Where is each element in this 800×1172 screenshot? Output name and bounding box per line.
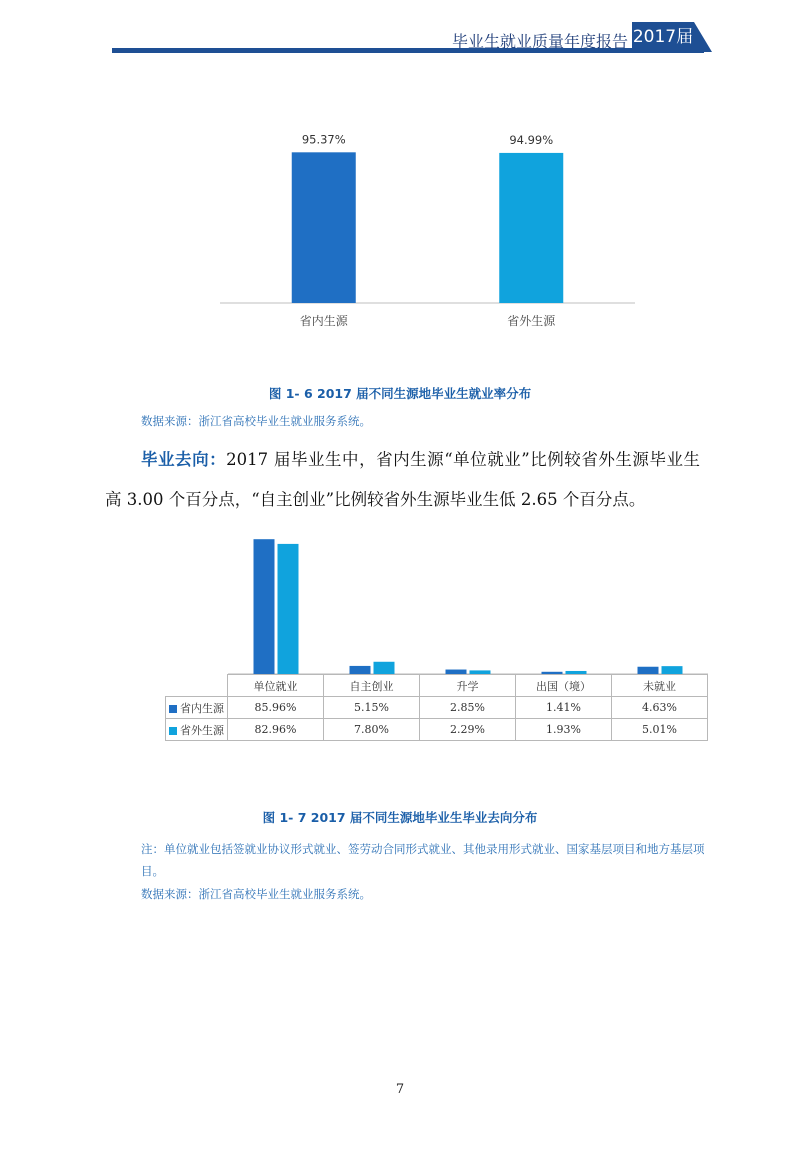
table-cell: 82.96% [228,719,324,741]
table-cell: 4.63% [612,697,708,719]
figure-1-6-source: 数据来源：浙江省高校毕业生就业服务系统。 [141,414,371,428]
legend-swatch [169,727,177,735]
figure-1-7-chart [160,530,710,745]
figure-1-7-note: 注：单位就业包括签就业协议形式就业、签劳动合同形式就业、其他录用形式就业、国家基层项目和地方基层项目。 [141,842,705,878]
bar [662,666,683,674]
table-col-header: 升学 [420,675,516,697]
table-cell: 5.15% [324,697,420,719]
page-number: 7 [395,1082,405,1097]
table-cell: 2.29% [420,719,516,741]
paragraph-lead: 毕业去向： [141,450,227,469]
table-cell: 1.41% [516,697,612,719]
table-col-header: 出国（境） [516,675,612,697]
body-paragraph [105,440,700,520]
table-header-row [166,675,708,697]
legend-label: 省内生源 [180,701,224,715]
table-cell: 5.01% [612,719,708,741]
figure-1-6-svg [220,135,635,350]
legend-label: 省外生源 [180,723,224,737]
data-label: 94.99% [509,135,554,147]
figure-1-7-source: 数据来源：浙江省高校毕业生就业服务系统。 [141,887,371,901]
table-row [166,719,708,741]
table-col-header: 未就业 [612,675,708,697]
table-cell: 1.93% [516,719,612,741]
table-col-header: 单位就业 [228,675,324,697]
data-label: 95.37% [301,135,346,147]
category-label: 省外生源 [507,314,556,328]
legend-entry-series-1 [166,697,228,719]
figure-1-6-chart [220,135,635,350]
figure-1-7-svg [160,530,710,675]
bar [638,667,659,674]
table-corner [166,675,228,697]
legend-entry-series-2 [166,719,228,741]
figure-1-7-data-table [165,674,708,741]
table-row [166,697,708,719]
header-year-badge: 2017届 [632,22,694,52]
header-triangle-decoration [694,22,712,52]
bar [292,152,356,303]
table-col-header: 自主创业 [324,675,420,697]
figure-1-6-caption: 图 1- 6 2017 届不同生源地毕业生就业率分布 [268,386,532,401]
header-title: 毕业生就业质量年度报告 [451,32,628,51]
bar [499,153,563,303]
legend-swatch [169,705,177,713]
figure-1-7-caption: 图 1- 7 2017 届不同生源地毕业生毕业去向分布 [262,810,538,825]
category-label: 省内生源 [299,314,348,328]
paragraph-text: 2017 届毕业生中，省内生源“单位就业”比例较省外生源毕业生高 3.00 个百分点，“自主创业”比例较省外生源毕业生低 2.65 个百分点。 [105,450,701,509]
bar [374,662,395,674]
bar [278,544,299,674]
bar [254,539,275,674]
table-cell: 7.80% [324,719,420,741]
table-cell: 85.96% [228,697,324,719]
bar [350,666,371,674]
table-cell: 2.85% [420,697,516,719]
